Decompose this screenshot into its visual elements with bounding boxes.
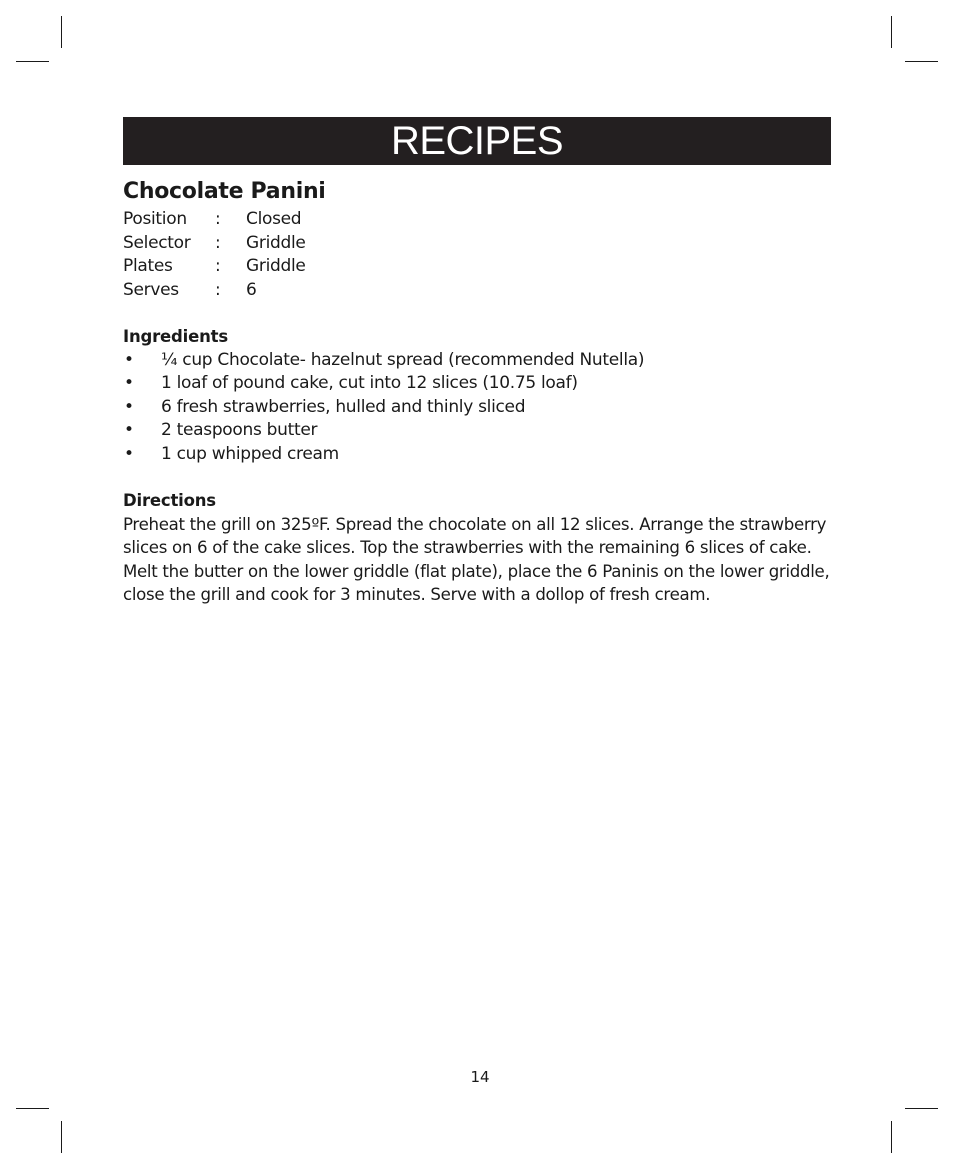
list-item [123,349,833,373]
page-title: RECIPES [390,119,564,163]
spec-row-serves [123,279,833,303]
crop-mark-bottom-right-horizontal [905,1108,938,1109]
recipe-content [123,178,833,607]
ingredients-heading: Ingredients [123,327,228,346]
spec-value: 6 [246,279,257,300]
ingredient-text: 2 teaspoons butter [161,420,318,440]
spec-colon: : [215,256,221,276]
spec-colon: : [215,279,221,300]
spec-label: Position [123,209,187,229]
crop-mark-top-right-vertical [891,16,892,48]
ingredients-list [123,349,833,467]
spec-label: Selector [123,232,191,253]
list-item [123,396,833,420]
spec-row-plates [123,255,833,279]
list-item [123,443,833,467]
list-item [123,419,833,443]
spec-colon: : [215,209,221,229]
bullet: • [124,373,134,393]
ingredient-text: 1 loaf of pound cake, cut into 12 slices (10.75 loaf) [161,373,578,393]
list-item [123,372,833,396]
recipe-specs [123,208,833,302]
bullet: • [124,420,134,440]
crop-mark-bottom-right-vertical [891,1121,892,1153]
ingredient-text: 1 cup whipped cream [161,443,339,464]
directions-text: Preheat the grill on 325ºF. Spread the chocolate on all 12 slices. Arrange the strawberry slices on 6 of the cake slices. Top the strawberries with the remaining 6 slices of cake. Melt the butter on the lower griddle (flat plate), place the 6 Paninis on the lower griddle, close the grill and cook for 3 minutes. Serve with a dollop of fresh cream. [123,514,830,604]
spec-value: Griddle [246,256,306,276]
recipes-banner [123,117,831,165]
bullet: • [124,349,134,370]
spec-label: Plates [123,256,173,276]
crop-mark-bottom-left-vertical [61,1121,62,1153]
bullet: • [124,396,134,417]
spec-row-position [123,208,833,232]
spec-row-selector [123,232,833,256]
spec-value: Griddle [246,232,306,253]
crop-mark-top-left-horizontal [16,61,49,62]
crop-mark-top-right-horizontal [905,61,938,62]
spec-value: Closed [246,209,302,229]
recipe-title: Chocolate Panini [123,179,326,204]
spec-colon: : [215,232,221,253]
ingredient-text: ¼ cup Chocolate- hazelnut spread (recommended Nutella) [161,349,645,370]
bullet: • [124,443,134,464]
ingredient-text: 6 fresh strawberries, hulled and thinly sliced [161,396,526,417]
crop-mark-bottom-left-horizontal [16,1108,49,1109]
crop-mark-top-left-vertical [61,16,62,48]
spec-label: Serves [123,279,179,300]
directions-heading: Directions [123,491,216,510]
page-number: 14 [470,1068,490,1086]
